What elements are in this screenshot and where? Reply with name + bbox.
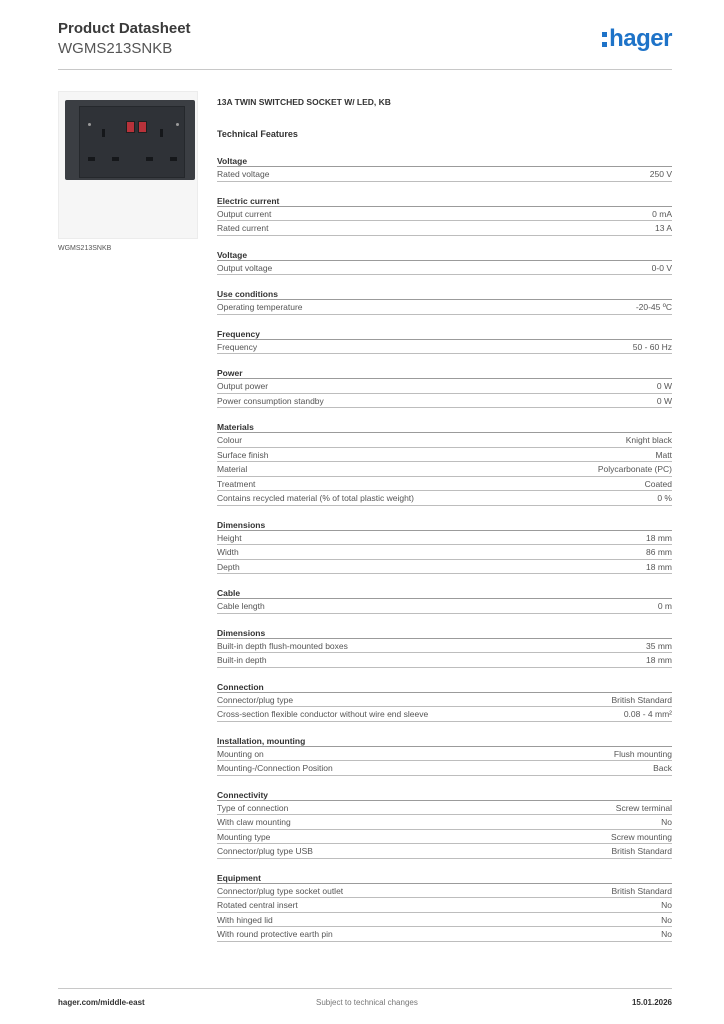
feature-row [217,491,672,506]
feature-row [217,261,672,276]
feature-group [217,519,672,575]
feature-row [217,379,672,394]
feature-label: Type of connection [217,802,289,813]
earth-pin-icon [160,129,163,137]
feature-label: Mounting on [217,748,264,759]
feature-value: 0 W [656,381,672,391]
feature-label: Colour [217,435,243,445]
feature-value: 0 % [657,493,672,503]
feature-row [217,898,672,913]
datasheet-content [217,97,672,955]
feature-label: Output power [217,381,269,391]
feature-label: Rated current [217,223,269,233]
feature-group-title: Installation, mounting [217,735,672,747]
feature-row [217,639,672,654]
product-image-caption: WGMS213SNKB [58,245,112,252]
product-image [58,91,198,239]
pin-slot-icon [146,157,153,161]
feature-value: No [661,817,672,827]
feature-value: -20-45 ºC [635,302,672,312]
feature-group [217,328,672,355]
feature-value: 0-0 V [651,262,672,273]
feature-row [217,913,672,928]
feature-label: Rotated central insert [217,900,298,910]
feature-value: No [661,929,672,939]
feature-label: With round protective earth pin [217,929,333,939]
footer-website: hager.com/middle-east [58,998,145,1007]
feature-value: 250 V [649,169,672,179]
feature-value: British Standard [611,694,672,705]
feature-row [217,560,672,575]
feature-groups [217,155,672,942]
feature-group [217,367,672,408]
feature-row [217,707,672,722]
feature-value: Coated [644,478,672,489]
feature-value: Back [653,763,672,773]
product-name: 13A TWIN SWITCHED SOCKET W/ LED, KB [217,97,391,107]
feature-label: Connector/plug type socket outlet [217,885,344,896]
feature-label: Treatment [217,478,256,489]
feature-row [217,477,672,492]
feature-group-title: Power [217,367,672,379]
feature-group-title: Equipment [217,872,672,884]
technical-features-title: Technical Features [217,129,298,139]
feature-row [217,167,672,182]
feature-row [217,221,672,236]
feature-value: 18 mm [646,561,672,572]
feature-value: Screw terminal [615,802,672,813]
page-footer [58,988,672,1016]
feature-value: No [661,914,672,925]
feature-row [217,844,672,859]
feature-label: Rated voltage [217,169,270,179]
feature-group [217,789,672,859]
feature-value: No [661,900,672,910]
feature-group [217,155,672,182]
feature-row [217,545,672,560]
feature-row [217,884,672,899]
document-title: Product Datasheet [58,20,191,37]
socket-faceplate [79,106,185,178]
feature-label: Mounting type [217,831,271,842]
feature-group [217,249,672,276]
feature-group-title: Frequency [217,328,672,340]
pin-slot-icon [112,157,119,161]
feature-group [217,587,672,614]
rocker-switch-icon [126,121,135,133]
feature-row [217,653,672,668]
feature-group [217,872,672,942]
feature-row [217,599,672,614]
feature-group [217,288,672,315]
feature-label: Material [217,464,248,474]
feature-label: Depth [217,561,240,572]
feature-value: 18 mm [646,655,672,665]
feature-label: Contains recycled material (% of total plastic weight) [217,493,414,503]
feature-value: 0 mA [652,208,672,219]
feature-value: Polycarbonate (PC) [597,464,672,474]
feature-group [217,735,672,776]
feature-group [217,627,672,668]
led-indicator-icon [88,123,91,126]
feature-group-title: Materials [217,421,672,433]
feature-value: 50 - 60 Hz [632,341,672,352]
feature-group-title: Use conditions [217,288,672,300]
earth-pin-icon [102,129,105,137]
feature-value: 0 W [656,395,672,406]
feature-row [217,300,672,315]
feature-value: 18 mm [646,532,672,543]
feature-label: Cable length [217,601,265,611]
feature-label: Output voltage [217,262,273,273]
feature-group-title: Connectivity [217,789,672,801]
feature-value: 35 mm [646,640,672,651]
feature-label: Built-in depth flush-mounted boxes [217,640,348,651]
feature-label: Output current [217,208,272,219]
feature-group-title: Dimensions [217,627,672,639]
feature-row [217,747,672,762]
feature-row [217,394,672,409]
feature-label: Connector/plug type [217,694,294,705]
feature-value: British Standard [611,885,672,896]
feature-label: With hinged lid [217,914,273,925]
feature-label: Mounting-/Connection Position [217,763,333,773]
feature-group-title: Electric current [217,195,672,207]
feature-row [217,815,672,830]
feature-row [217,462,672,477]
feature-value: Screw mounting [611,831,672,842]
feature-label: With claw mounting [217,817,291,827]
footer-disclaimer: Subject to technical changes [316,998,418,1007]
feature-value: 0 m [657,601,672,611]
feature-value: Flush mounting [613,748,672,759]
pin-slot-icon [170,157,177,161]
feature-label: Power consumption standby [217,395,324,406]
pin-slot-icon [88,157,95,161]
feature-row [217,927,672,942]
feature-value: Knight black [625,435,672,445]
feature-row [217,340,672,355]
led-indicator-icon [176,123,179,126]
rocker-switch-icon [138,121,147,133]
feature-row [217,433,672,448]
feature-group-title: Voltage [217,155,672,167]
page-header [58,20,672,70]
feature-value: Matt [655,449,672,460]
feature-row [217,531,672,546]
feature-group-title: Voltage [217,249,672,261]
feature-label: Cross-section flexible conductor without wire end sleeve [217,709,429,719]
feature-label: Connector/plug type USB [217,846,313,856]
feature-label: Built-in depth [217,655,267,665]
feature-group [217,195,672,236]
feature-label: Frequency [217,341,258,352]
feature-value: 13 A [654,223,672,233]
feature-value: 0.08 - 4 mm² [623,709,672,719]
feature-group [217,421,672,506]
feature-label: Surface finish [217,449,269,460]
logo-dots-icon [602,32,608,52]
footer-date: 15.01.2026 [631,998,672,1007]
feature-label: Operating temperature [217,302,303,312]
feature-row [217,801,672,816]
feature-row [217,448,672,463]
feature-row [217,207,672,222]
feature-group-title: Cable [217,587,672,599]
feature-row [217,693,672,708]
logo-text: hager [609,25,672,52]
feature-label: Width [217,547,239,557]
feature-group [217,681,672,722]
feature-value: British Standard [611,846,672,856]
feature-label: Height [217,532,242,543]
twin-socket-picture [65,100,195,180]
hager-logo [602,26,672,54]
product-code-heading: WGMS213SNKB [58,40,173,57]
feature-group-title: Connection [217,681,672,693]
feature-group-title: Dimensions [217,519,672,531]
feature-row [217,830,672,845]
feature-value: 86 mm [646,547,672,557]
feature-row [217,761,672,776]
